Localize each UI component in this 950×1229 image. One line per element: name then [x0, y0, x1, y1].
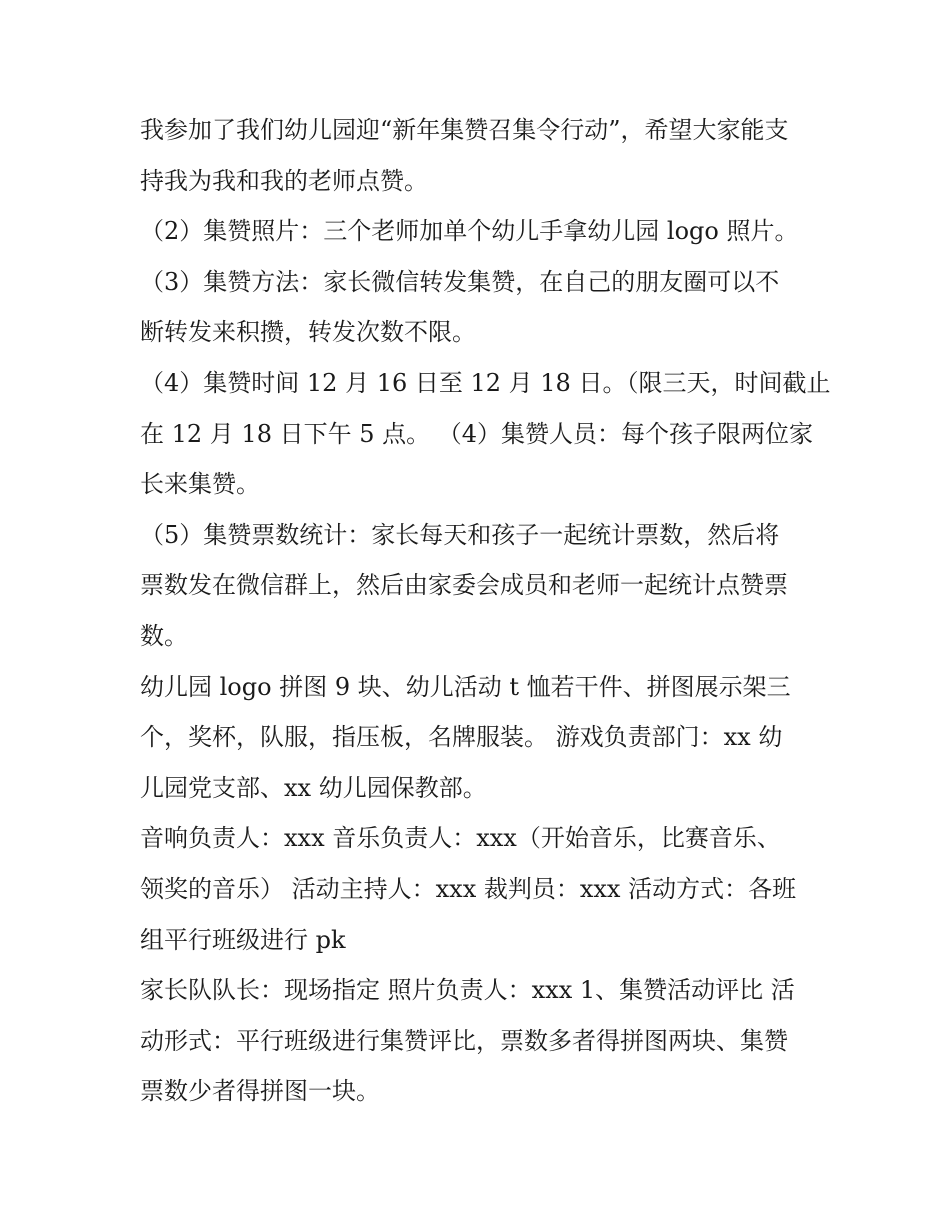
text-line: 票数少者得拼图一块。 — [140, 1077, 380, 1106]
text-line: （5）集赞票数统计：家长每天和孩子一起统计票数，然后将 — [140, 520, 780, 549]
text-line: 组平行班级进行 pk — [140, 925, 346, 954]
text-line: 持我为我和我的老师点赞。 — [140, 166, 428, 195]
text-line: 断转发来积攒，转发次数不限。 — [140, 318, 476, 347]
text-line: 长来集赞。 — [140, 470, 260, 499]
text-line: （2）集赞照片：三个老师加单个幼儿手拿幼儿园 logo 照片。 — [140, 217, 799, 246]
text-line: 幼儿园 logo 拼图 9 块、幼儿活动 t 恤若干件、拼图展示架三 — [140, 672, 791, 701]
text-line: 音响负责人：xxx 音乐负责人：xxx（开始音乐，比赛音乐、 — [140, 824, 781, 853]
text-line: 票数发在微信群上，然后由家委会成员和老师一起统计点赞票 — [140, 571, 788, 600]
text-line: 家长队队长：现场指定 照片负责人：xxx 1、集赞活动评比 活 — [140, 976, 795, 1005]
text-line: 动形式：平行班级进行集赞评比，票数多者得拼图两块、集赞 — [140, 1026, 788, 1055]
document-body — [140, 105, 831, 1117]
text-line: 个，奖杯，队服，指压板，名牌服装。 游戏负责部门：xx 幼 — [140, 723, 783, 752]
text-line: （3）集赞方法：家长微信转发集赞，在自己的朋友圈可以不 — [140, 267, 780, 296]
text-line: 数。 — [140, 621, 188, 650]
text-line: （4）集赞时间 12 月 16 日至 12 月 18 日。（限三天，时间截止 — [140, 368, 831, 397]
text-line: 在 12 月 18 日下午 5 点。 （4）集赞人员：每个孩子限两位家 — [140, 419, 814, 448]
text-line: 儿园党支部、xx 幼儿园保教部。 — [140, 773, 487, 802]
text-line: 领奖的音乐） 活动主持人：xxx 裁判员：xxx 活动方式：各班 — [140, 874, 797, 903]
text-line: 我参加了我们幼儿园迎“新年集赞召集令行动”，希望大家能支 — [140, 116, 789, 144]
